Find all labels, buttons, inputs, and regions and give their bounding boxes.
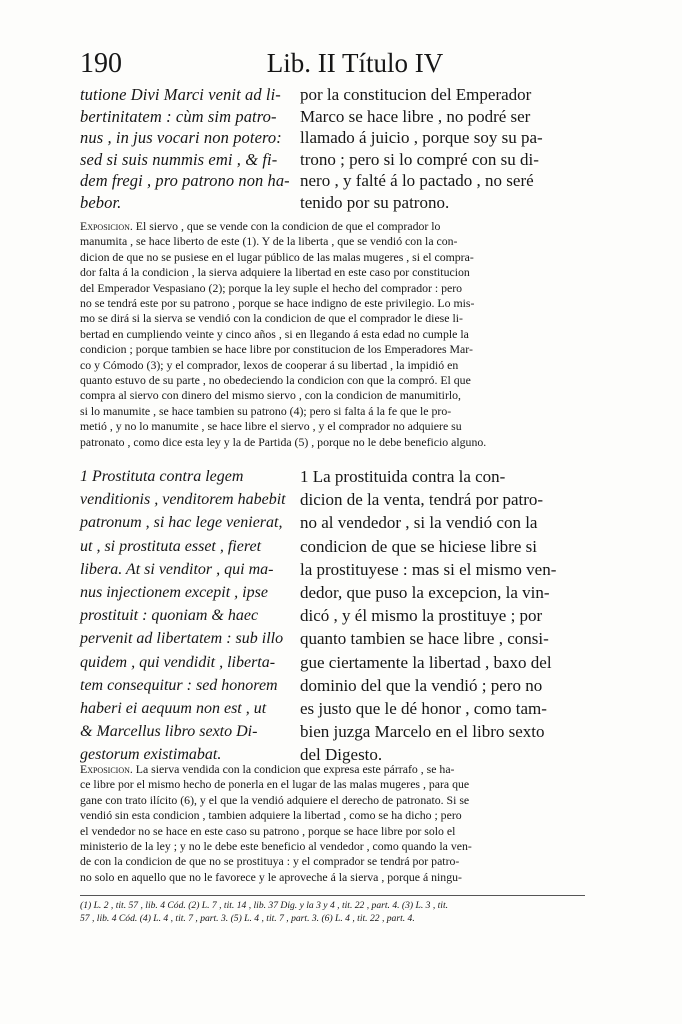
text-line: manumita , se hace liberto de este (1). Y de la liberta , que se vendió con la con-: [80, 234, 458, 249]
latin-column-1: [80, 84, 290, 213]
text-line: bertinitatem : cùm sim patro-: [80, 106, 277, 126]
text-line: dicion de la venta, tendrá por patro-: [300, 490, 544, 510]
text-line: tem consequitur : sed honorem: [80, 676, 278, 694]
text-line: nus injectionem excepit , ipse: [80, 584, 268, 602]
text-line: es justo que le dé honor , como tam-: [300, 699, 547, 719]
text-line: quanto estuvo de su parte , no obedeciendo la condicion con que la compró. El que: [80, 373, 471, 388]
exposicion-paragraph-2: [80, 762, 585, 885]
text-line: ut , si prostituta esset , fieret: [80, 537, 262, 555]
text-line: del Digesto.: [300, 745, 383, 765]
latin-column-2: [80, 465, 290, 767]
text-line: tenido por su patrono.: [300, 192, 450, 212]
text-line: co y Cómodo (3); y el comprador, lexos de cooperar á su libertad , la impidió en: [80, 357, 459, 372]
text-line: & Marcellus libro sexto Di-: [80, 723, 258, 741]
text-line: Exposicion. La sierva vendida con la condicion que expresa este párrafo , se ha-: [80, 762, 455, 776]
exposicion-label: Exposicion.: [80, 219, 133, 233]
text-line: gane con trato ilícito (6), y el que la vendió adquiere el derecho de patronato. Si se: [80, 792, 470, 807]
text-line: Marco se hace libre , no podré ser: [300, 106, 531, 126]
text-line: patronum , si hac lege venierat,: [80, 514, 283, 532]
text-line: sed si suis nummis emi , & fi-: [80, 149, 278, 169]
text-line: dedor, que puso la excepcion, la vin-: [300, 583, 550, 603]
exposicion-paragraph-1: [80, 219, 585, 450]
text-line: el vendedor no se hace en este caso su patrono , porque se hace libre por solo el: [80, 823, 456, 838]
text-line: del Emperador Vespasiano (2); porque la ley suple el hecho del comprador : pero: [80, 280, 463, 295]
text-line: quanto tambien se hace libre , consi-: [300, 629, 549, 649]
text-line: ce libre por el mismo hecho de ponerla en el lugar de las malas mugeres , para que: [80, 777, 470, 792]
footnotes: [80, 900, 585, 925]
text-line: llamado á juicio , porque soy su pa-: [300, 128, 543, 147]
text-line: mo se dirá si la sierva se vendió con la condicion de que el comprador le diese li-: [80, 311, 463, 326]
text-line: dicó , y él mismo la prostituye ; por: [300, 606, 543, 626]
text-line: vendió sin esta condicion , tambien adquiere la libertad , como se ha dicho ; pero: [80, 808, 462, 823]
page-header: [80, 48, 600, 88]
text-line: condicion de que se hiciese libre si: [300, 536, 537, 556]
text-line: condicion ; porque tambien se hace libre por constitucion de los Emperadores Mar-: [80, 342, 473, 357]
text-line: patronato , como dice esta ley y la de Partida (5) , porque no le debe beneficio alguno.: [80, 434, 487, 449]
text-line: si lo manumite , se hace tambien su patrono (4); pero si falta á la fe que le pro-: [80, 403, 452, 418]
text-line: dominio del que la vendió ; pero no: [300, 675, 543, 695]
text-line: trono ; pero si lo compré con su di-: [300, 149, 539, 169]
text-line: ministerio de la ley ; y no le debe este beneficio al vendedor , como quando la ven-: [80, 839, 472, 854]
text-line: dor falta á la condicion , la sierva adquiere la libertad en este caso por constitucion: [80, 265, 470, 280]
text-line: (1) L. 2 , tit. 57 , lib. 4 Cód. (2) L. 7 , tit. 14 , lib. 37 Dig. y la 3 y 4 , tit. 22 , part. 4. (3) L. 3 , tit.: [80, 900, 449, 911]
footnote-divider: [80, 895, 585, 896]
text-line: compra al siervo con dinero del mismo siervo , con la condicion de manumitirlo,: [80, 388, 462, 403]
text-line: no al vendedor , si la vendió con la: [300, 513, 538, 533]
spanish-column-1: [300, 84, 582, 213]
text-line: nus , in jus vocari non potero:: [80, 128, 282, 147]
text-line: bertad en cumpliendo veinte y cinco años , si en llegando á esta edad no cumple la: [80, 326, 469, 341]
text-line: dicion de que no se pusiese en el lugar público de las malas mugeres , si el compra-: [80, 249, 474, 264]
text-line: 57 , lib. 4 Cód. (4) L. 4 , tit. 7 , part. 3. (5) L. 4 , tit. 7 , part. 3. (6) L. 4 , tit. 22 , part. 4.: [80, 912, 415, 924]
text-line: 1 La prostituida contra la con-: [300, 467, 506, 486]
spanish-column-2: [300, 465, 585, 767]
text-line: pervenit ad libertatem : sub illo: [80, 630, 284, 648]
exposicion-label: Exposicion.: [80, 762, 133, 776]
page-number: 190: [80, 48, 122, 79]
text-line: por la constitucion del Emperador: [300, 85, 532, 104]
text-line: metió , y no lo manumite , se hace libre el siervo , y el comprador no adquiere su: [80, 419, 462, 434]
text-line: la prostituyese : mas si el mismo ven-: [300, 559, 557, 579]
text-line: bien juzga Marcelo en el libro sexto: [300, 722, 545, 742]
text-line: haberi ei aequum non est , ut: [80, 700, 267, 718]
text-line: dem fregi , pro patrono non ha-: [80, 171, 290, 190]
text-line: de con la condicion de que no se prostituya : y el comprador se tendrá por patro-: [80, 854, 460, 869]
text-line: no se tendrá este por su patrono , porque se hace indigno de este privilegio. Lo mis-: [80, 296, 475, 311]
text-line: prostituit : quoniam & haec: [80, 607, 259, 625]
text-line: quidem , qui vendidit , liberta-: [80, 653, 276, 671]
text-line: libera. At si venditor , qui ma-: [80, 560, 274, 578]
text-line: Exposicion. El siervo , que se vende con la condicion de que el comprador lo: [80, 219, 441, 233]
text-line: bebor.: [80, 192, 122, 212]
running-title: Lib. II Título IV: [266, 48, 444, 78]
text-line: 1 Prostituta contra legem: [80, 468, 244, 485]
text-line: nero , y falté á lo pactado , no seré: [300, 171, 534, 190]
text-line: gue ciertamente la libertad , baxo del: [300, 652, 552, 672]
text-line: venditionis , venditorem habebit: [80, 491, 286, 509]
text-line: no solo en aquello que no le favorece y le aproveche á la sierva , porque á ningu-: [80, 869, 462, 884]
text-line: gestorum existimabat.: [80, 746, 222, 764]
text-line: tutione Divi Marci venit ad li-: [80, 85, 281, 104]
